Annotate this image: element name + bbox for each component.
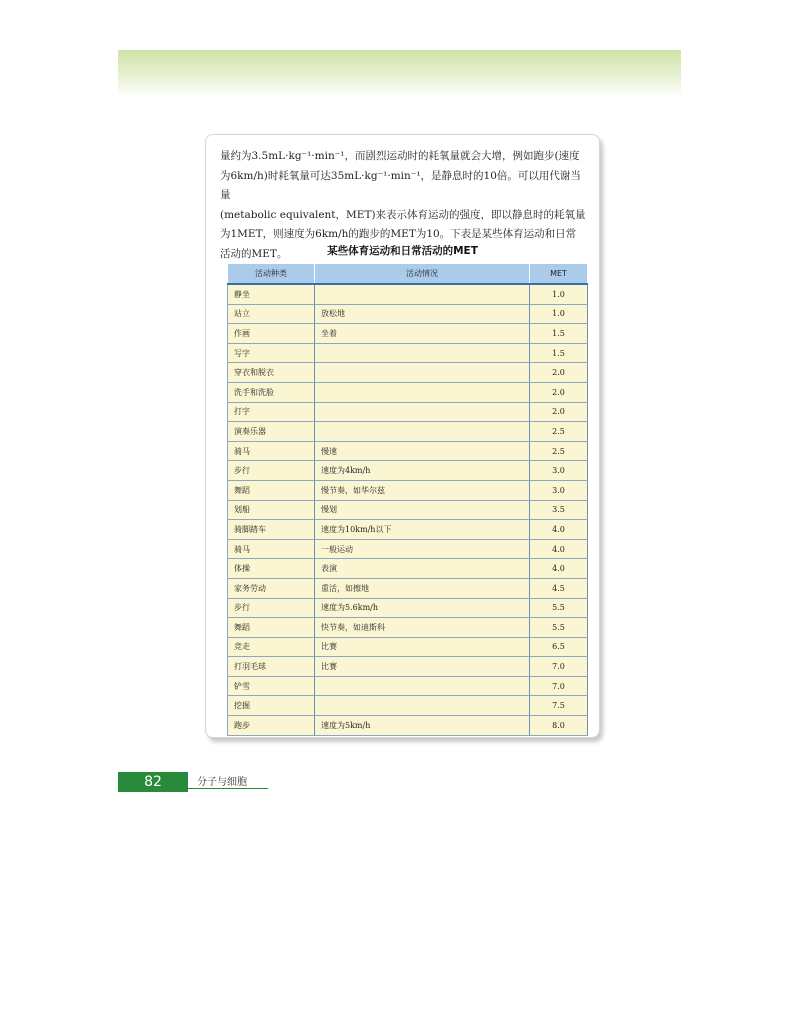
cell-met: 7.0 <box>530 657 588 677</box>
cell-met: 7.5 <box>530 696 588 716</box>
cell-condition: 放松地 <box>315 304 530 324</box>
table-title: 某些体育运动和日常活动的MET <box>327 245 478 257</box>
cell-condition: 速度为5.6km/h <box>315 598 530 618</box>
cell-met: 7.0 <box>530 676 588 696</box>
cell-condition: 速度为4km/h <box>315 461 530 481</box>
cell-activity: 舞蹈 <box>228 480 315 500</box>
cell-condition: 比赛 <box>315 657 530 677</box>
cell-condition <box>315 343 530 363</box>
cell-condition: 比赛 <box>315 637 530 657</box>
intro-line: 为1MET，则速度为6km/h的跑步的MET为10。下表是某些体育运动和日常 <box>220 228 577 240</box>
table-row <box>228 618 588 638</box>
table-row <box>228 598 588 618</box>
table-row <box>228 539 588 559</box>
cell-met: 3.0 <box>530 480 588 500</box>
cell-condition: 慢速 <box>315 441 530 461</box>
cell-met: 2.5 <box>530 441 588 461</box>
running-head: 分子与细胞 <box>197 777 247 788</box>
table-row <box>228 441 588 461</box>
column-header-condition: 活动情况 <box>315 264 530 285</box>
cell-condition <box>315 422 530 442</box>
cell-met: 3.0 <box>530 461 588 481</box>
cell-activity: 划船 <box>228 500 315 520</box>
cell-met: 8.0 <box>530 716 588 736</box>
table-row <box>228 461 588 481</box>
table-row <box>228 382 588 402</box>
cell-activity: 舞蹈 <box>228 618 315 638</box>
table-row <box>228 676 588 696</box>
table-row <box>228 402 588 422</box>
cell-activity: 体操 <box>228 559 315 579</box>
table-header-row <box>228 264 588 285</box>
cell-met: 2.0 <box>530 382 588 402</box>
cell-activity: 写字 <box>228 343 315 363</box>
cell-met: 4.0 <box>530 520 588 540</box>
cell-condition: 速度为5km/h <box>315 716 530 736</box>
table-row <box>228 559 588 579</box>
cell-activity: 洗手和洗脸 <box>228 382 315 402</box>
cell-met: 4.0 <box>530 559 588 579</box>
cell-met: 4.0 <box>530 539 588 559</box>
table-row <box>228 480 588 500</box>
cell-activity: 站立 <box>228 304 315 324</box>
cell-met: 4.5 <box>530 578 588 598</box>
table-row <box>228 343 588 363</box>
met-table <box>227 263 588 736</box>
table-row <box>228 324 588 344</box>
cell-activity: 铲雪 <box>228 676 315 696</box>
cell-activity: 跑步 <box>228 716 315 736</box>
cell-activity: 打羽毛球 <box>228 657 315 677</box>
cell-met: 1.5 <box>530 343 588 363</box>
cell-activity: 挖掘 <box>228 696 315 716</box>
intro-line: 量约为3.5mL·kg⁻¹·min⁻¹，而剧烈运动时的耗氧量就会大增，例如跑步(速度 <box>220 150 580 162</box>
table-row <box>228 657 588 677</box>
cell-activity: 打字 <box>228 402 315 422</box>
footer-divider <box>188 788 268 789</box>
cell-met: 2.0 <box>530 402 588 422</box>
cell-met: 6.5 <box>530 637 588 657</box>
cell-activity: 步行 <box>228 461 315 481</box>
cell-activity: 穿衣和脱衣 <box>228 363 315 383</box>
cell-condition <box>315 363 530 383</box>
intro-line: (metabolic equivalent，MET)来表示体育运动的强度，即以静息时的耗氧量 <box>220 208 586 221</box>
cell-met: 1.5 <box>530 324 588 344</box>
cell-activity: 作画 <box>228 324 315 344</box>
cell-condition: 慢划 <box>315 500 530 520</box>
table-row <box>228 363 588 383</box>
cell-activity: 竞走 <box>228 637 315 657</box>
cell-activity: 家务劳动 <box>228 578 315 598</box>
cell-activity: 静坐 <box>228 284 315 304</box>
cell-condition <box>315 402 530 422</box>
cell-activity: 骑马 <box>228 441 315 461</box>
cell-condition <box>315 284 530 304</box>
table-row <box>228 422 588 442</box>
table-row <box>228 500 588 520</box>
column-header-met: MET <box>530 264 588 285</box>
table-row <box>228 284 588 304</box>
page-number: 82 <box>118 772 188 792</box>
table-row <box>228 520 588 540</box>
cell-met: 2.0 <box>530 363 588 383</box>
content-card <box>205 134 600 738</box>
header-band <box>118 50 681 98</box>
cell-condition: 速度为10km/h以下 <box>315 520 530 540</box>
cell-met: 5.5 <box>530 598 588 618</box>
table-row <box>228 696 588 716</box>
cell-activity: 骑脚踏车 <box>228 520 315 540</box>
cell-met: 5.5 <box>530 618 588 638</box>
table-row <box>228 637 588 657</box>
cell-activity: 步行 <box>228 598 315 618</box>
cell-condition <box>315 696 530 716</box>
table-body <box>228 284 588 735</box>
table-row <box>228 304 588 324</box>
cell-activity: 演奏乐器 <box>228 422 315 442</box>
column-header-activity: 活动种类 <box>228 264 315 285</box>
intro-line: 活动的MET。 <box>220 247 288 260</box>
cell-condition: 慢节奏，如华尔兹 <box>315 480 530 500</box>
cell-condition <box>315 676 530 696</box>
cell-condition: 一般运动 <box>315 539 530 559</box>
cell-condition: 重活，如擦地 <box>315 578 530 598</box>
cell-met: 3.5 <box>530 500 588 520</box>
cell-condition: 坐着 <box>315 324 530 344</box>
table-row <box>228 716 588 736</box>
cell-met: 1.0 <box>530 304 588 324</box>
cell-activity: 骑马 <box>228 539 315 559</box>
cell-condition <box>315 382 530 402</box>
table-row <box>228 578 588 598</box>
cell-met: 2.5 <box>530 422 588 442</box>
cell-condition: 表演 <box>315 559 530 579</box>
cell-met: 1.0 <box>530 284 588 304</box>
intro-line: 为6km/h)时耗氧量可达35mL·kg⁻¹·min⁻¹，是静息时的10倍。可以用代谢当量 <box>220 169 581 201</box>
cell-condition: 快节奏，如迪斯科 <box>315 618 530 638</box>
